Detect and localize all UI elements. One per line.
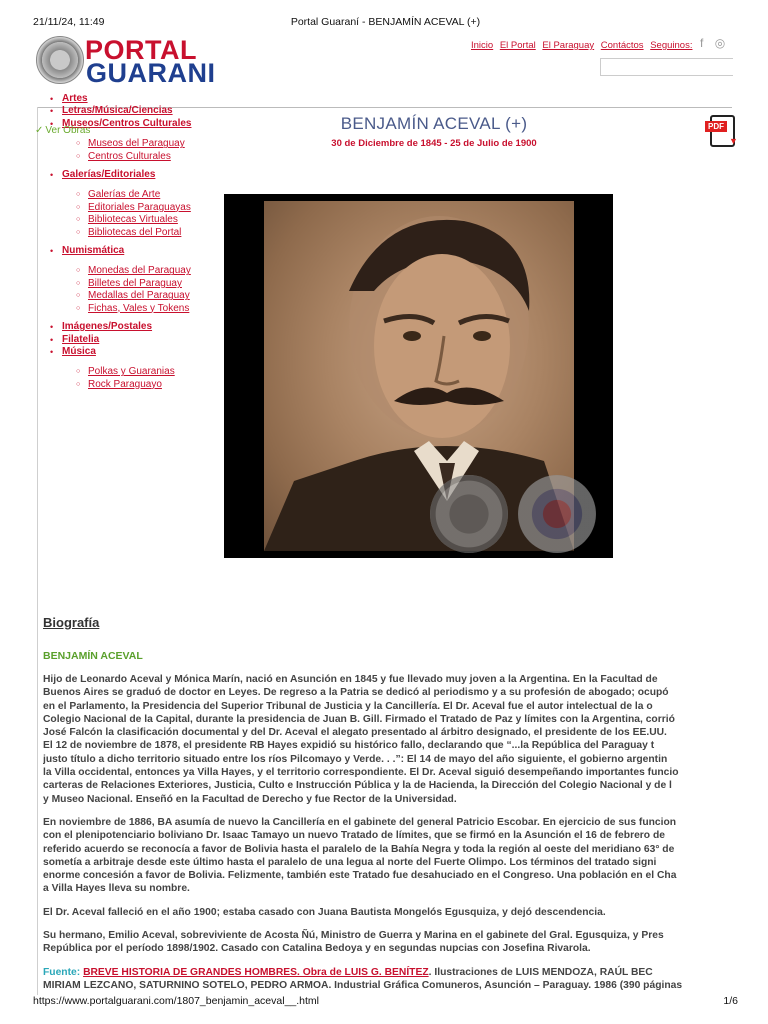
submenu-item: [62, 379, 225, 391]
paragraph-2: [43, 816, 732, 896]
biography-subtitle: BENJAMÍN ACEVAL: [43, 650, 143, 662]
menu-link-museos[interactable]: Museos/Centros Culturales: [62, 117, 192, 129]
source-label: Fuente:: [43, 966, 81, 978]
menu-link-artes[interactable]: Artes: [62, 93, 88, 104]
submenu-item: [62, 227, 225, 239]
print-title: Portal Guaraní - BENJAMÍN ACEVAL (+): [290, 16, 481, 28]
source-book-link[interactable]: BREVE HISTORIA DE GRANDES HOMBRES. Obra de LUIS G. BENÍTEZ: [83, 966, 429, 978]
menu-item-numismatica: [40, 245, 225, 315]
submenu-link-fichas[interactable]: Fichas, Vales y Tokens: [88, 302, 190, 314]
print-header: [33, 16, 738, 30]
text-line: sometía a arbitraje desde este último hasta el paralelo de una legua al norte del Fuerte Olimpo. Los términos del tratado signi: [43, 856, 657, 868]
text-line: En noviembre de 1886, BA asumía de nuevo la Cancillería en el gabinete del general Patricio Escobar. En ejercicio de sus funcion: [43, 816, 677, 828]
source-citation: [43, 966, 732, 993]
nav-el-paraguay[interactable]: El Paraguay: [542, 40, 595, 51]
submenu-link-rock[interactable]: Rock Paraguayo: [88, 378, 162, 390]
pdf-label: PDF: [705, 121, 727, 132]
submenu-item: [62, 265, 225, 277]
source-credits-line-2: MIRIAM LEZCANO, SATURNINO SOTELO, PEDRO ARMOA. Industrial Gráfica Comuneros, Asunción – Paraguay. 1986 (390 páginas: [43, 979, 683, 991]
submenu-link-billetes[interactable]: Billetes del Paraguay: [88, 277, 182, 289]
instagram-icon[interactable]: ◎: [714, 36, 726, 50]
paragraph-3: [43, 906, 732, 919]
menu-item-letras: [40, 105, 225, 117]
submenu-item: [62, 278, 225, 290]
submenu-link-museos-paraguay[interactable]: Museos del Paraguay: [88, 138, 185, 150]
paragraph-1: [43, 673, 732, 806]
page-title: BENJAMÍN ACEVAL (+): [340, 114, 528, 133]
logo-seal-icon: [36, 36, 84, 84]
menu-link-imagenes[interactable]: Imágenes/Postales: [62, 321, 153, 333]
submenu-link-medallas[interactable]: Medallas del Paraguay: [88, 290, 190, 302]
text-line: El Dr. Aceval falleció en el año 1900; estaba casado con Juana Bautista Mongelós Egusquiza, y dejó descendencia.: [43, 906, 606, 918]
submenu-item: [62, 151, 225, 163]
submenu-item: [62, 303, 225, 315]
submenu-link-polkas[interactable]: Polkas y Guaranias: [88, 366, 175, 378]
menu-link-letras[interactable]: Letras/Música/Ciencias: [62, 105, 173, 117]
facebook-icon[interactable]: f: [700, 36, 704, 50]
biography-text: [43, 673, 732, 1002]
text-line: República por el período 1898/1902. Casado con Catalina Bedoya y en segundas nupcias con Josefina Rivarola.: [43, 943, 591, 955]
watermark-seal-flag-icon: [518, 475, 596, 553]
text-line: enorme concesión a favor de Bolivia. Felizmente, también este Tratado fue desahuciado en el Congreso. Una población en el Cha: [43, 870, 677, 882]
biography-heading: Biografía: [43, 615, 100, 630]
text-line: referido acuerdo se reconocía a favor de Bolivia hasta el paralelo de la Bahía Negra y toda la región al oeste del meridiano 63° de: [43, 843, 675, 855]
menu-item-galerias: [40, 169, 225, 239]
sidebar-menu: [40, 93, 225, 397]
follow-label: Seguinos:: [650, 40, 693, 51]
page-heading: [300, 114, 568, 149]
text-line: a Villa Hayes lleva su nombre.: [43, 883, 190, 895]
submenu-item: [62, 214, 225, 226]
text-line: Buenos Aires se graduó de doctor en Leyes. De regreso a la Patria se dedicó al periodismo y a su profesión de abogado; ocupó: [43, 687, 669, 699]
source-credits: . Ilustraciones de LUIS MENDOZA, RAÚL BEC: [428, 966, 653, 978]
social-links: [700, 36, 733, 50]
submenu-item: [62, 189, 225, 201]
menu-item-artes: [40, 93, 225, 105]
print-url: https://www.portalguarani.com/1807_benjamin_aceval__.html: [33, 995, 319, 1007]
sidebar-divider: [37, 107, 38, 995]
menu-item-musica: [40, 346, 225, 391]
nav-contactos[interactable]: Contáctos: [600, 40, 644, 51]
check-icon: ✓: [35, 125, 44, 136]
submenu-link-bibliotecas-virtuales[interactable]: Bibliotecas Virtuales: [88, 214, 178, 226]
pdf-download-icon[interactable]: [705, 114, 738, 146]
submenu-link-galerias-arte[interactable]: Galerías de Arte: [88, 189, 161, 201]
submenu-item: [62, 202, 225, 214]
watermark-seal-icon: [430, 475, 508, 553]
submenu-link-centros-culturales[interactable]: Centros Culturales: [88, 150, 171, 162]
text-line: Hijo de Leonardo Aceval y Mónica Marín, nació en Asunción en 1845 y fue llevado muy joven a la Argentina. En la Facultad de: [43, 674, 658, 685]
text-line: la Villa occidental, entonces ya Villa Hayes, y el territorio correspondiente. El Dr. Aceval siguió desempeñando importantes funcio: [43, 767, 679, 779]
logo-line-1: PORTAL: [85, 35, 197, 65]
submenu-link-editoriales[interactable]: Editoriales Paraguayas: [88, 201, 191, 213]
submenu-item: [62, 366, 225, 378]
text-line: justo título a dicho territorio situado entre los ríos Pilcomayo y Verde. . .”: El 14 de mayo del año siguiente, el gobierno argentin: [43, 753, 668, 765]
menu-item-filatelia: [40, 334, 225, 346]
text-line: Su hermano, Emilio Aceval, sobreviviente de Acosta Ñú, Ministro de Guerra y Marina en el gabinete del Gral. Egusquiza, y Pres: [43, 930, 664, 942]
paragraph-4: [43, 929, 732, 956]
text-line: carteras de Relaciones Exteriores, Justicia, Culto e Instrucción Pública y la de Hacienda, la Dirección del Colegio Nacional y de l: [43, 780, 672, 792]
menu-item-imagenes: [40, 321, 225, 333]
menu-link-galerias[interactable]: Galerías/Editoriales: [62, 169, 156, 181]
submenu-link-monedas[interactable]: Monedas del Paraguay: [88, 265, 191, 277]
print-datetime: 21/11/24, 11:49: [33, 16, 105, 28]
submenu-item: [62, 290, 225, 302]
life-dates: 30 de Diciembre de 1845 - 25 de Julio de 1900: [331, 138, 537, 149]
nav-inicio[interactable]: Inicio: [471, 40, 494, 51]
text-line: y Museo Nacional. Enseñó en la Facultad de Derecho y fue Rector de la Universidad.: [43, 793, 457, 805]
ver-obras-link[interactable]: [35, 125, 90, 136]
text-line: Colegio Nacional de la Capital, durante la presidencia de Juan B. Gill. Firmado el Tratado de Paz y límites con la Argentina, corrió: [43, 713, 675, 725]
portal-guarani-logo[interactable]: [36, 35, 216, 88]
menu-link-numismatica[interactable]: Numismática: [62, 245, 125, 257]
text-line: El 12 de noviembre de 1878, el presidente RB Hayes expidió su histórico fallo, declarando que “...la República del Paraguay t: [43, 740, 655, 752]
menu-link-filatelia[interactable]: Filatelia: [62, 333, 100, 345]
top-nav: [471, 40, 692, 51]
submenu-link-bibliotecas-portal[interactable]: Bibliotecas del Portal: [88, 226, 182, 238]
text-line: con el plenipotenciario boliviano Dr. Isaac Tamayo un nuevo Tratado de límites, que se firmó en la Asunción el 16 de febrero de: [43, 830, 665, 842]
pdf-arrow-icon: ▼: [729, 136, 738, 146]
ver-obras-label: Ver Obras: [45, 125, 91, 136]
search-input[interactable]: [600, 58, 733, 76]
logo-line-2: GUARANI: [86, 58, 216, 88]
text-line: José Falcón la clasificación documental y del Dr. Aceval el alegato presentado al árbitro designado, el presidente de los EE.UU.: [43, 727, 667, 739]
text-line: en el Parlamento, la Presidencia del Superior Tribunal de Justicia y la Cancillería. El Dr. Aceval fue el autor intelectual de la o: [43, 700, 653, 712]
menu-link-musica[interactable]: Música: [62, 345, 96, 357]
nav-el-portal[interactable]: El Portal: [499, 40, 536, 51]
print-page-number: 1/6: [723, 995, 738, 1007]
submenu-item: [62, 138, 225, 150]
